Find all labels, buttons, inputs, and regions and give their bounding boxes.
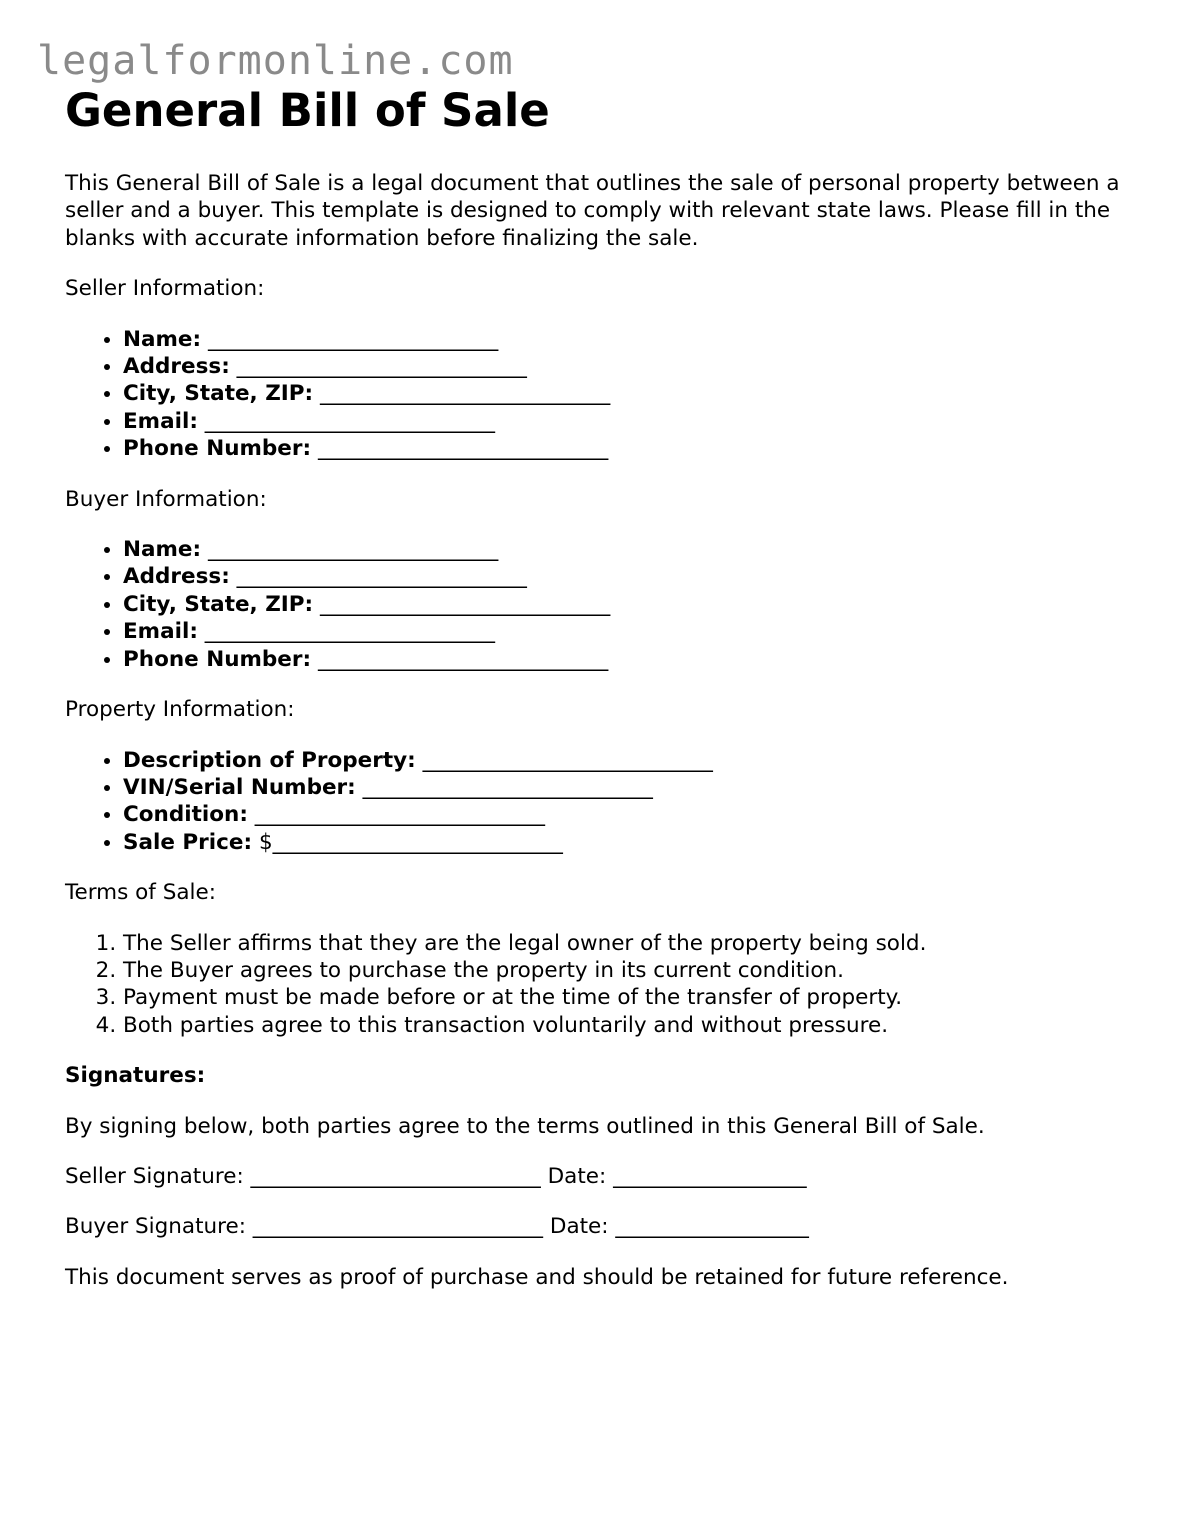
buyer-address-field [123,563,1125,590]
term-item: 2. The Buyer agrees to purchase the property in its current condition. [123,957,1125,984]
watermark-text: legalformonline.com [37,38,514,84]
document-body [65,82,1125,1291]
blank-line[interactable]: ___________________________ [236,564,527,590]
field-label: Name: [123,326,202,352]
terms-section-heading: Terms of Sale: [65,880,216,906]
field-label: City, State, ZIP: [123,381,314,407]
blank-line[interactable]: $___________________________ [258,829,563,855]
buyer-fields-list [65,536,1125,673]
seller-city-state-zip-field [123,380,1125,407]
blank-line[interactable]: ___________________________ [236,354,527,380]
buyer-section-heading: Buyer Information: [65,486,267,512]
property-description-field [123,747,1125,774]
blank-line[interactable]: ___________________________ [204,619,496,645]
field-label: Condition: [123,802,248,828]
blank-line[interactable]: ___________________________ [254,802,546,828]
buyer-city-state-zip-field [123,591,1125,618]
seller-name-field [123,326,1125,353]
property-vin-field [123,774,1125,801]
signatures-heading: Signatures: [65,1063,206,1089]
field-label: Address: [123,354,230,380]
buyer-phone-field [123,646,1125,673]
field-label: City, State, ZIP: [123,591,314,617]
buyer-email-field [123,618,1125,645]
buyer-name-field [123,536,1125,563]
field-label: Description of Property: [123,747,416,773]
field-label: Address: [123,564,230,590]
field-label: Phone Number: [123,646,312,672]
blank-line[interactable]: ___________________________ [317,646,609,672]
blank-line[interactable]: ___________________________ [320,381,611,407]
page-title: General Bill of Sale [65,84,550,137]
seller-phone-field [123,435,1125,462]
seller-fields-list [65,326,1125,463]
term-item: 4. Both parties agree to this transaction voluntarily and without pressure. [123,1012,1125,1039]
seller-email-field [123,408,1125,435]
blank-line[interactable]: ___________________________ [207,537,499,563]
buyer-signature-line[interactable]: Buyer Signature: ___________________________ Date: __________________ [65,1214,809,1240]
blank-line[interactable]: ___________________________ [362,774,653,800]
blank-line[interactable]: ___________________________ [204,408,496,434]
field-label: Name: [123,537,202,563]
field-label: Sale Price: [123,829,253,855]
intro-paragraph: This General Bill of Sale is a legal document that outlines the sale of personal property between a seller and a buyer. This template is designed to comply with relevant state laws. Please fill in the blanks with accurate information before finalizing the sale. [65,171,1120,251]
terms-list [65,930,1125,1040]
field-label: Email: [123,619,198,645]
property-fields-list [65,747,1125,857]
blank-line[interactable]: ___________________________ [422,747,713,773]
field-label: Phone Number: [123,436,312,462]
seller-section-heading: Seller Information: [65,276,265,302]
seller-signature-line[interactable]: Seller Signature: ___________________________ Date: __________________ [65,1163,807,1189]
property-condition-field [123,801,1125,828]
field-label: VIN/Serial Number: [123,774,356,800]
property-sale-price-field [123,829,1125,856]
field-label: Email: [123,408,198,434]
closing-statement: This document serves as proof of purchase and should be retained for future reference. [65,1264,1009,1290]
blank-line[interactable]: ___________________________ [320,591,611,617]
blank-line[interactable]: ___________________________ [317,436,609,462]
signatures-statement: By signing below, both parties agree to the terms outlined in this General Bill of Sale. [65,1113,985,1139]
term-item: 1. The Seller affirms that they are the legal owner of the property being sold. [123,930,1125,957]
term-item: 3. Payment must be made before or at the time of the transfer of property. [123,984,1125,1011]
property-section-heading: Property Information: [65,697,295,723]
seller-address-field [123,353,1125,380]
blank-line[interactable]: ___________________________ [207,326,499,352]
